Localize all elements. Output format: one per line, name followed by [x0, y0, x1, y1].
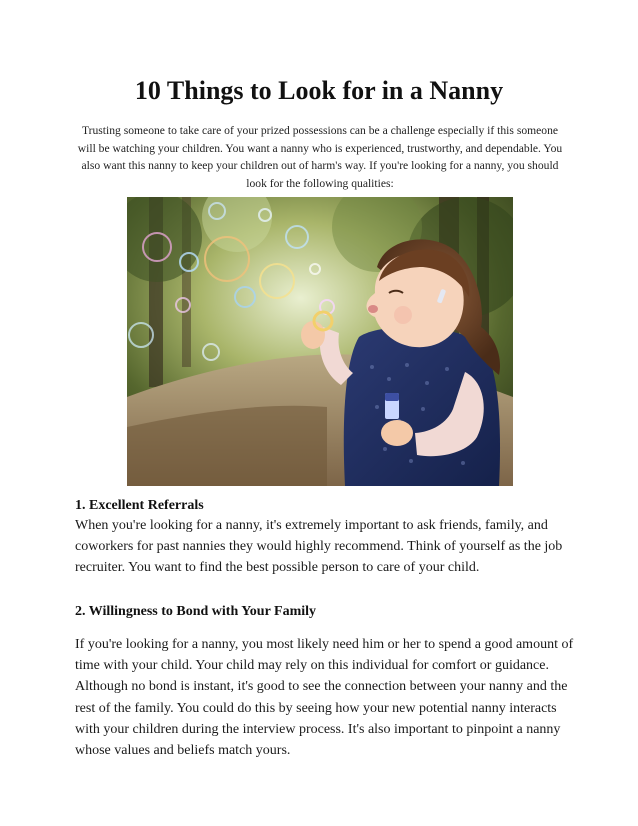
section-heading-referrals: 1. Excellent Referrals	[75, 498, 204, 513]
section-heading-bond: 2. Willingness to Bond with Your Family	[75, 604, 317, 619]
child-blowing-bubbles-photo	[127, 197, 513, 486]
document-title: 10 Things to Look for in a Nanny	[134, 76, 504, 105]
intro-paragraph: Trusting someone to take care of your prized possessions can be a challenge especially if this someone will be watching your children. You want a nanny who is experienced, trustworthy, and dependable. You also want this nanny to keep your children out of harm's way. If you're looking for a nanny, you should look for the following qualities:	[77, 124, 563, 190]
section-body-referrals: When you're looking for a nanny, it's extremely important to ask friends, family, and coworkers for past nannies they would highly recommend. Think of yourself as the job recruiter. You want to find the best possible person to care of your child.	[75, 518, 563, 576]
section-body-bond: If you're looking for a nanny, you most likely need him or her to spend a good amount of time with your child. Your child may rely on this individual for comfort or guidance. Although no bond is instant, it's good to see the connection between your nanny and the rest of the family. You could do this by seeing how your new potential nanny interacts with your children during the interview process. It's also important to pinpoint a nanny whose values and beliefs match yours.	[75, 637, 574, 759]
